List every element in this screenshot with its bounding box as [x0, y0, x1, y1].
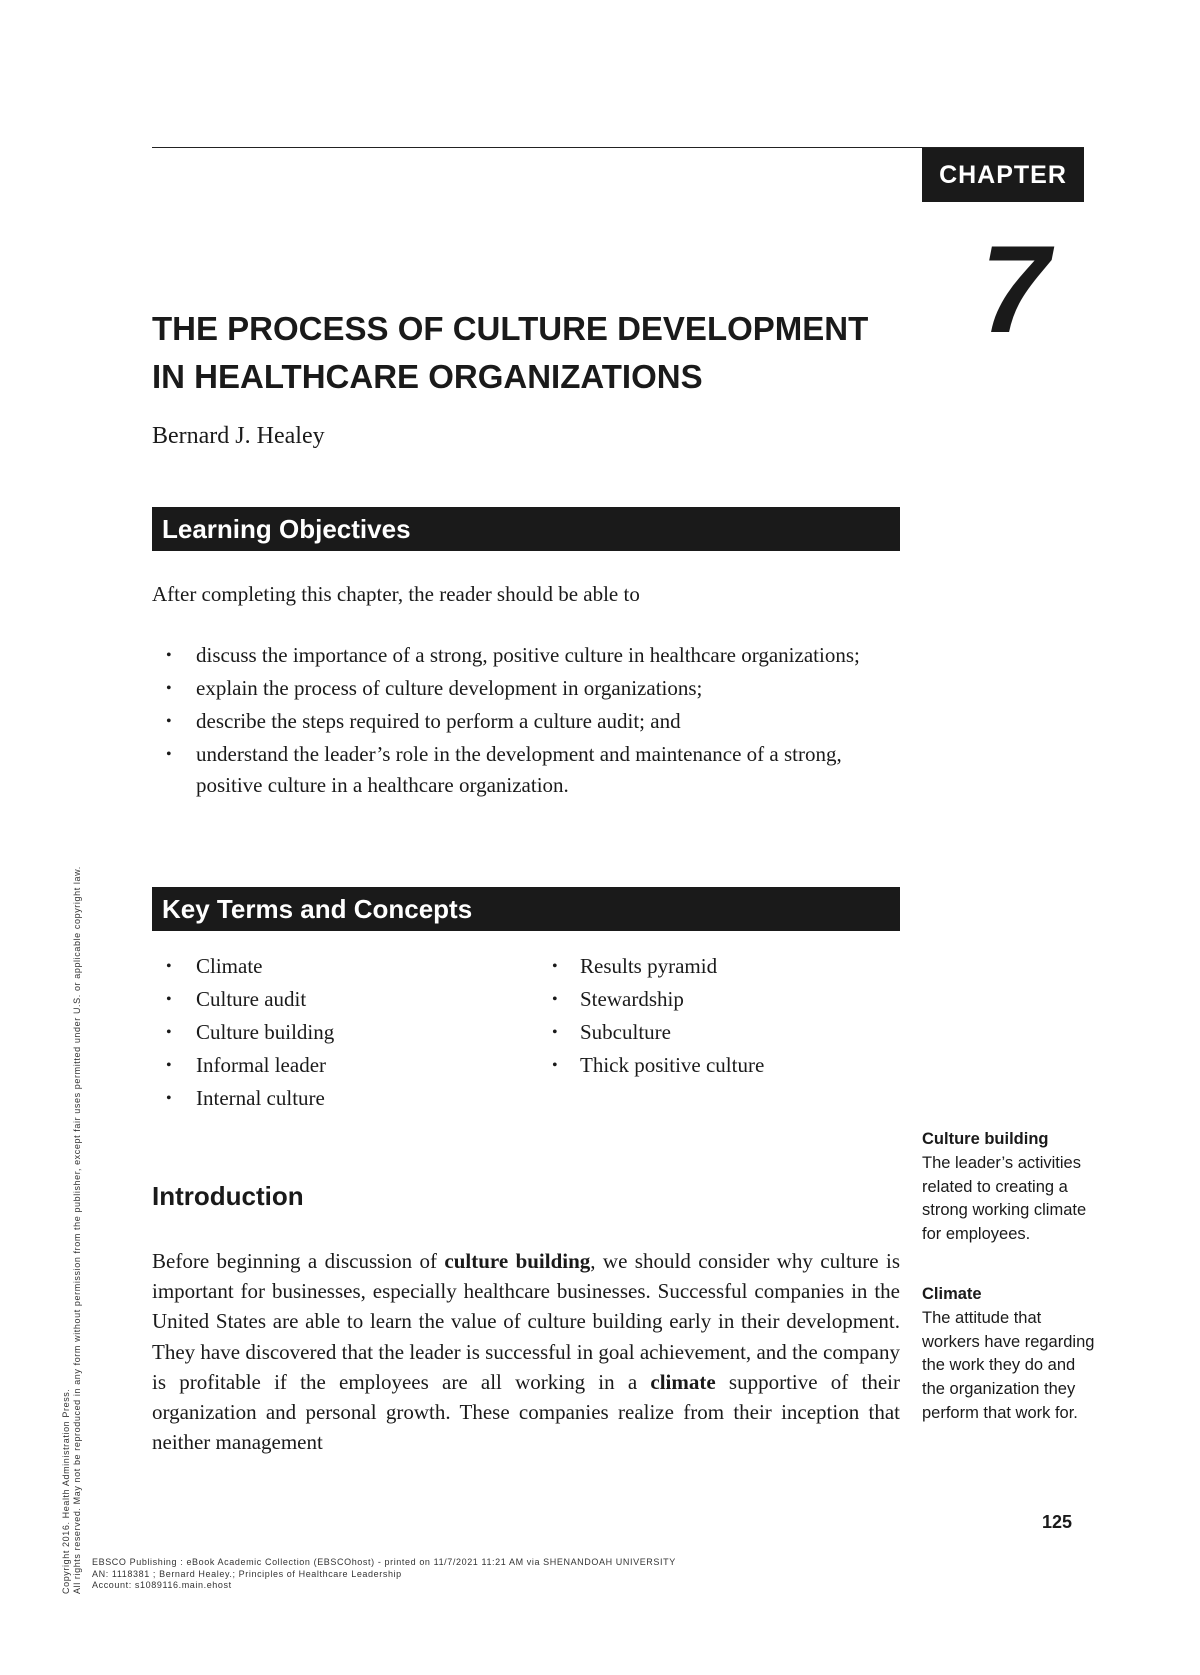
list-item — [538, 1016, 898, 1049]
list-item — [152, 983, 532, 1016]
margin-note-definition: The leader’s activities related to creating a strong working climate for employees. — [922, 1153, 1087, 1244]
objective-text: understand the leader’s role in the development and maintenance of a strong, positive culture in a healthcare organization. — [196, 742, 842, 797]
objective-text: explain the process of culture development in organizations; — [196, 676, 703, 700]
bullet-icon: • — [166, 680, 172, 697]
bullet-icon: • — [166, 958, 172, 975]
list-item — [152, 706, 900, 737]
footer-line: Account: s1089116.main.ehost — [92, 1580, 232, 1590]
key-term: Thick positive culture — [580, 1053, 765, 1077]
margin-note-climate — [922, 1283, 1097, 1426]
list-item — [152, 673, 900, 704]
bullet-icon: • — [552, 1024, 558, 1041]
list-item — [152, 950, 532, 983]
key-terms-heading — [152, 887, 900, 931]
list-item — [538, 950, 898, 983]
key-term: Culture audit — [196, 987, 307, 1011]
bullet-icon: • — [166, 647, 172, 664]
bullet-icon: • — [552, 958, 558, 975]
paragraph-text: supportive of their organization and personal growth. These companies realize from their inception that neither management — [152, 1369, 900, 1455]
chapter-title — [152, 305, 912, 401]
list-item — [538, 983, 898, 1016]
bullet-icon: • — [166, 1090, 172, 1107]
list-item — [152, 1049, 532, 1082]
side-copyright — [61, 534, 83, 1594]
bullet-icon: • — [552, 991, 558, 1008]
bullet-icon: • — [166, 1024, 172, 1041]
objectives-intro: After completing this chapter, the reader should be able to — [152, 582, 640, 606]
bullet-icon: • — [166, 713, 172, 730]
list-item — [538, 1049, 898, 1082]
margin-note-term: Culture building — [922, 1130, 1049, 1148]
introduction-paragraph — [152, 1246, 900, 1457]
objectives-list — [152, 640, 900, 803]
bullet-icon: • — [166, 1057, 172, 1074]
chapter-number: 7 — [980, 221, 1050, 359]
key-term: Stewardship — [580, 987, 684, 1011]
footer-ebsco — [92, 1557, 676, 1592]
key-term-inline: culture building — [444, 1249, 591, 1273]
learning-objectives-heading-text: Learning Objectives — [162, 513, 411, 544]
margin-note-culture-building — [922, 1128, 1097, 1247]
key-term-inline: climate — [650, 1369, 716, 1394]
bullet-icon: • — [552, 1057, 558, 1074]
objective-text: describe the steps required to perform a culture audit; and — [196, 709, 681, 733]
paragraph-text: , we should consider why culture is important for businesses, especially healthcare businesses. Successful companies in the United States are able to learn the value of culture building early in their development. They have discovered that the leader is successful in goal achievement, and the company is profitable if the employees are all working in a — [152, 1249, 900, 1394]
footer-line: EBSCO Publishing : eBook Academic Collection (EBSCOhost) - printed on 11/7/2021 11:21 AM via SHENANDOAH UNIVERSITY — [92, 1557, 676, 1567]
list-item — [152, 1016, 532, 1049]
learning-objectives-heading — [152, 507, 900, 551]
key-terms-heading-text: Key Terms and Concepts — [162, 893, 473, 924]
list-item — [152, 640, 900, 671]
page-number: 125 — [1042, 1512, 1073, 1532]
margin-note-definition: The attitude that workers have regarding the work they do and the organization they perform that work for. — [922, 1308, 1095, 1422]
margin-note-term: Climate — [922, 1285, 982, 1303]
chapter-title-line: IN HEALTHCARE ORGANIZATIONS — [152, 358, 703, 395]
key-term: Subculture — [580, 1020, 671, 1044]
footer-line: AN: 1118381 ; Bernard Healey.; Principles of Healthcare Leadership — [92, 1568, 402, 1579]
key-term: Culture building — [196, 1020, 335, 1044]
bullet-icon: • — [166, 746, 172, 763]
author: Bernard J. Healey — [152, 423, 325, 449]
introduction-heading: Introduction — [152, 1181, 304, 1211]
objective-text: discuss the importance of a strong, positive culture in healthcare organizations; — [196, 643, 860, 667]
chapter-title-line: THE PROCESS OF CULTURE DEVELOPMENT — [152, 310, 869, 347]
copyright-line: All rights reserved. May not be reproduced in any form without permission from the publisher, except fair uses permitted under U.S. or applicable copyright law. — [72, 866, 82, 1594]
chapter-label: CHAPTER — [922, 148, 1084, 202]
key-terms-column-1 — [152, 950, 532, 1115]
key-term: Internal culture — [196, 1086, 325, 1110]
list-item — [152, 739, 900, 801]
paragraph-text: Before beginning a discussion of — [152, 1249, 445, 1273]
key-term: Informal leader — [196, 1053, 327, 1077]
key-terms-column-2 — [538, 950, 898, 1082]
copyright-line: Copyright 2016. Health Administration Press. — [61, 1388, 71, 1594]
key-term: Results pyramid — [580, 954, 718, 978]
list-item — [152, 1082, 532, 1115]
bullet-icon: • — [166, 991, 172, 1008]
key-term: Climate — [196, 954, 263, 978]
